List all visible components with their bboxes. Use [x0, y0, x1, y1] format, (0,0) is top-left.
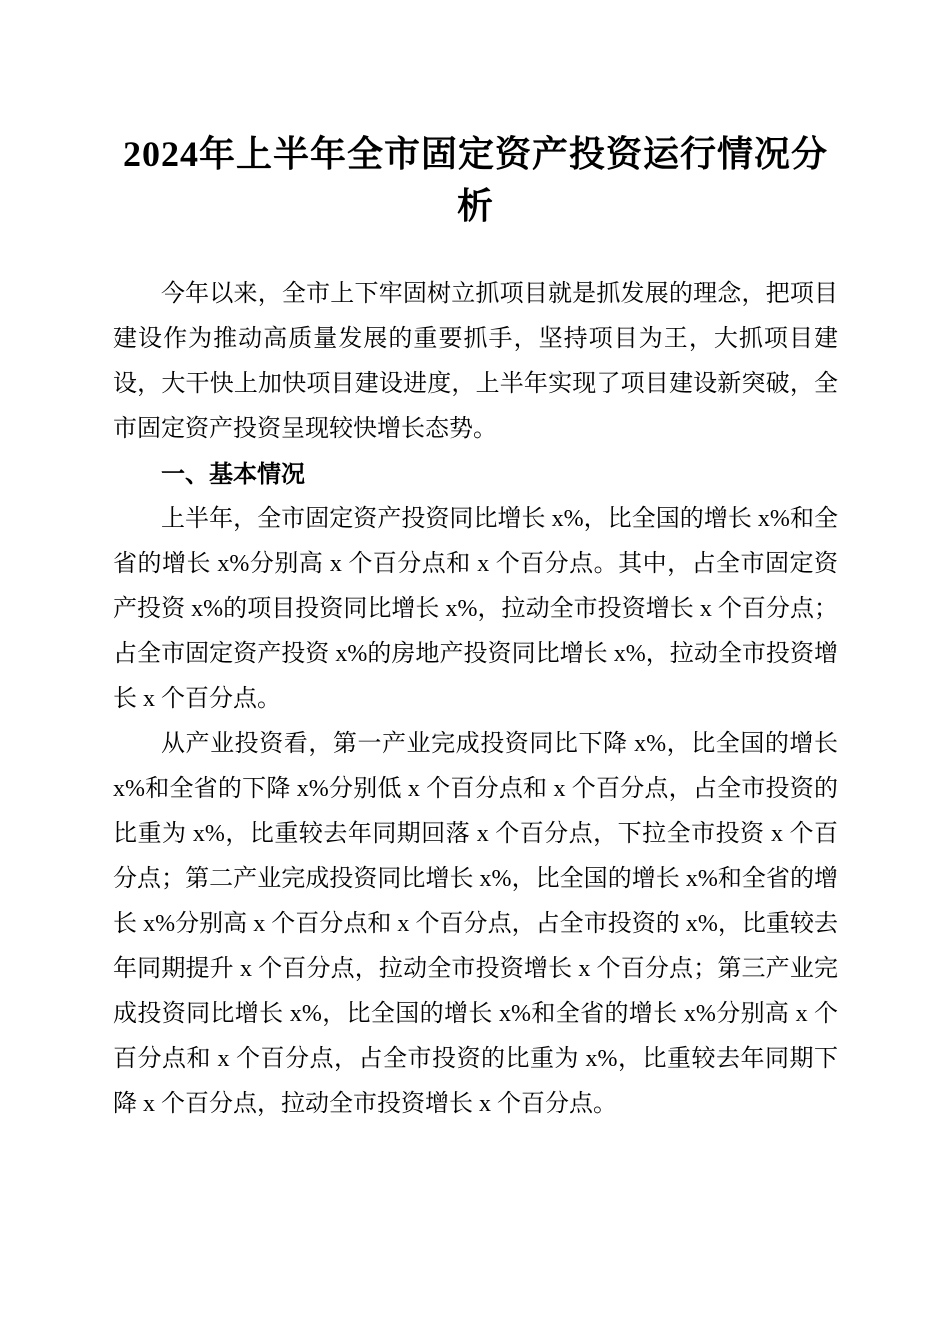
body-paragraph-overall-investment: 上半年，全市固定资产投资同比增长 x%，比全国的增长 x%和全省的增长 x%分别高 x 个百分点和 x 个百分点。其中，占全市固定资产投资 x%的项目投资同比增长 x%，拉动全市投资增长 x 个百分点；占全市固定资产投资 x%的房地产投资同比增长 x%，拉动全市投资增长 x 个百分点。 — [113, 506, 838, 712]
body-paragraph-industry-investment: 从产业投资看，第一产业完成投资同比下降 x%，比全国的增长 x%和全省的下降 x%分别低 x 个百分点和 x 个百分点，占全市投资的比重为 x%，比重较去年同期回落 x 个百分点，下拉全市投资 x 个百分点；第二产业完成投资同比增长 x%，比全国的增长 x%和全省的增长 x%分别高 x 个百分点和 x 个百分点，占全市投资的 x%，比重较去年同期提升 x 个百分点，拉动全市投资增长 x 个百分点；第三产业完成投资同比增长 x%，比全国的增长 x%和全省的增长 x%分别高 x 个百分点和 x 个百分点，占全市投资的比重为 x%，比重较去年同期下降 x 个百分点，拉动全市投资增长 x 个百分点。 — [113, 731, 838, 1117]
section-heading-basic-situation: 一、基本情况 — [161, 461, 305, 488]
intro-paragraph: 今年以来，全市上下牢固树立抓项目就是抓发展的理念，把项目建设作为推动高质量发展的重要抓手，坚持项目为王，大抓项目建设，大干快上加快项目建设进度，上半年实现了项目建设新突破，全市固定资产投资呈现较快增长态势。 — [113, 281, 838, 442]
document-title: 2024年上半年全市固定资产投资运行情况分析 — [122, 134, 828, 226]
